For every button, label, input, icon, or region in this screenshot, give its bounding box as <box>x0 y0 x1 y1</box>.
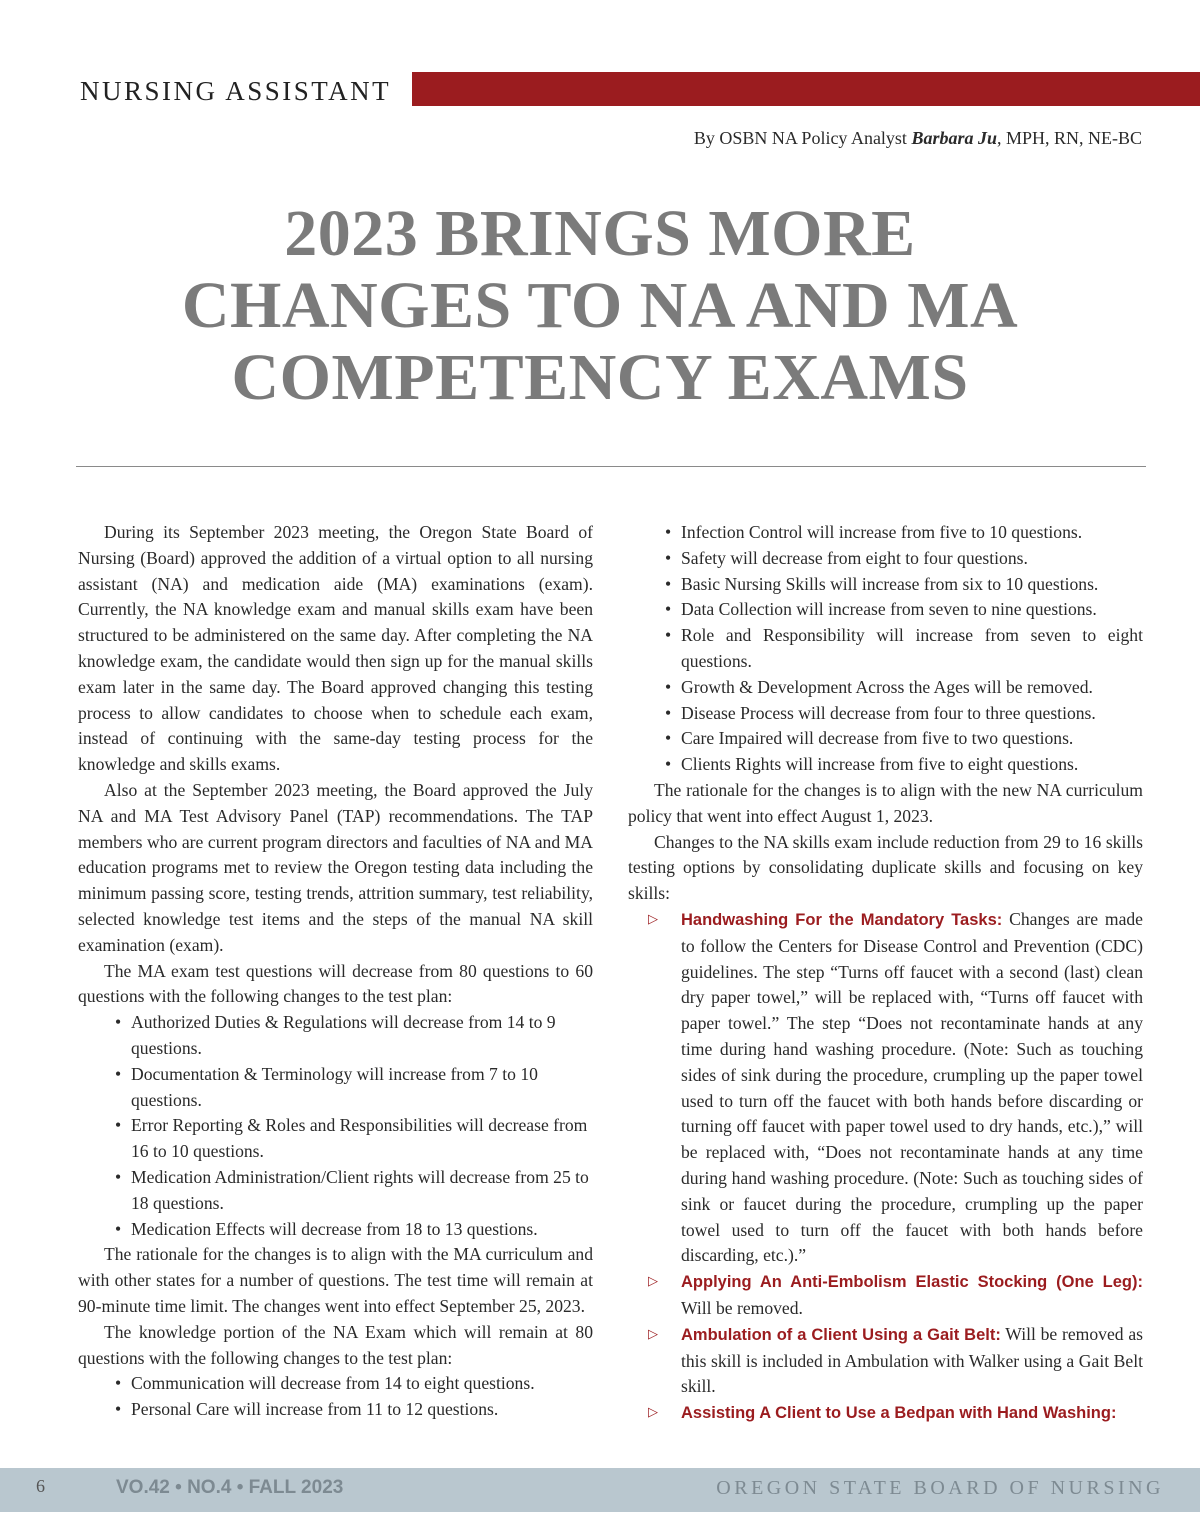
triangle-bullet-icon: ▷ <box>648 1326 658 1342</box>
skill-item <box>648 1322 1143 1400</box>
paragraph: During its September 2023 meeting, the Oregon State Board of Nursing (Board) approved the addition of a virtual option to all nursing assistant (NA) and medication aide (MA) examinations (exam). Currently, the NA knowledge exam and manual skills exam have been structured to be administered on the same day. After completing the NA knowledge exam, the candidate would then sign up for the manual skills exam later in the same day. The Board approved changing this testing process to allow candidates to choose when to schedule each exam, instead of continuing with the same-day testing process for the knowledge and skills exams. <box>78 522 593 775</box>
triangle-bullet-icon: ▷ <box>648 911 658 927</box>
skill-name: Ambulation of a Client Using a Gait Belt: <box>681 1325 1001 1344</box>
author-name: Barbara Ju <box>911 128 997 148</box>
skill-description: Will be removed as this skill is included in Ambulation with Walker using a Gait Belt skill. <box>681 1323 1143 1397</box>
title-divider <box>76 466 1146 467</box>
paragraph: The rationale for the changes is to align with the MA curriculum and with other states for a number of questions. The test time will remain at 90-minute time limit. The changes went into effect September 25, 2023. <box>78 1244 593 1316</box>
byline-credentials: , MPH, RN, NE-BC <box>996 128 1142 148</box>
skill-description: Changes are made to follow the Centers for Disease Control and Prevention (CDC) guidelines. The step “Turns off faucet with a second (last) clean dry paper towel,” will be replaced with, “Turns off faucet with paper towel.” The step “Does not recontaminate hands at any time during hand washing procedure. (Note: Such as touching sides of sink during the procedure, crumpling up the paper towel used to turn off the faucet with both hands before discarding or turning off faucet with paper towel used to dry hands, etc.),” will be replaced with, “Does not recontaminate hands at any time during hand washing procedure. (Note: Such as touching sides of sink or faucet during the procedure, crumpling up the paper towel used to turn off the faucet with both hands before discarding, etc.).” <box>681 908 1143 1266</box>
skill-name: Applying An Anti-Embolism Elastic Stocking (One Leg): <box>681 1273 1143 1292</box>
ma-changes-list <box>78 1010 593 1242</box>
na-changes-list-continued <box>628 520 1143 778</box>
list-item: • Data Collection will increase from seven to nine questions. <box>681 597 1143 623</box>
list-item: • Growth & Development Across the Ages will be removed. <box>681 675 1143 701</box>
skill-description: Will be removed. <box>681 1297 803 1318</box>
issue-label: VO.42 • NO.4 • FALL 2023 <box>116 1477 344 1498</box>
paragraph: The knowledge portion of the NA Exam which will remain at 80 questions with the following changes to the test plan: <box>78 1321 593 1368</box>
list-item: • Clients Rights will increase from five to eight questions. <box>681 752 1143 778</box>
list-item: • Infection Control will increase from five to 10 questions. <box>681 520 1143 546</box>
article-title <box>60 198 1140 414</box>
list-item: • Medication Administration/Client rights will decrease from 25 to 18 questions. <box>131 1165 593 1217</box>
triangle-bullet-icon: ▷ <box>648 1405 658 1421</box>
list-item: • Safety will decrease from eight to four questions. <box>681 546 1143 572</box>
page-number: 6 <box>36 1476 45 1496</box>
list-item: • Role and Responsibility will increase from seven to eight questions. <box>681 623 1143 675</box>
skill-name: Assisting A Client to Use a Bedpan with Hand Washing: <box>681 1404 1117 1423</box>
byline <box>694 126 1142 150</box>
paragraph: The MA exam test questions will decrease from 80 questions to 60 questions with the following changes to the test plan: <box>78 960 593 1007</box>
left-column <box>78 520 593 1423</box>
na-changes-list <box>78 1371 593 1423</box>
list-item: • Medication Effects will decrease from 18 to 13 questions. <box>131 1217 593 1243</box>
publisher-name: OREGON STATE BOARD OF NURSING <box>716 1477 1164 1499</box>
list-item: • Authorized Duties & Regulations will decrease from 14 to 9 questions. <box>131 1010 593 1062</box>
paragraph: Also at the September 2023 meeting, the Board approved the July NA and MA Test Advisory Panel (TAP) recommendations. The TAP members who are current program directors and faculties of NA and MA education programs met to review the Oregon testing data including the minimum passing score, testing trends, attrition summary, test reliability, selected knowledge test items and the steps of the manual NA skill examination (exam). <box>78 779 593 955</box>
section-accent-bar <box>412 72 1200 106</box>
list-item: • Care Impaired will decrease from five to two questions. <box>681 726 1143 752</box>
list-item: • Basic Nursing Skills will increase from six to 10 questions. <box>681 572 1143 598</box>
list-item: • Documentation & Terminology will increase from 7 to 10 questions. <box>131 1062 593 1114</box>
skill-item <box>648 1400 1143 1427</box>
byline-prefix: By OSBN NA Policy Analyst <box>693 128 912 148</box>
skill-name: Handwashing For the Mandatory Tasks: <box>681 910 1003 929</box>
title-line-1: 2023 BRINGS MORE <box>284 197 916 270</box>
section-label: NURSING ASSISTANT <box>80 76 392 106</box>
paragraph: The rationale for the changes is to align with the new NA curriculum policy that went into effect August 1, 2023. <box>628 779 1143 826</box>
skill-item <box>648 907 1143 1269</box>
triangle-bullet-icon: ▷ <box>648 1274 658 1290</box>
skills-list <box>628 907 1143 1427</box>
list-item: • Disease Process will decrease from four to three questions. <box>681 701 1143 727</box>
list-item: • Communication will decrease from 14 to eight questions. <box>131 1371 593 1397</box>
skill-item <box>648 1269 1143 1322</box>
list-item: • Personal Care will increase from 11 to 12 questions. <box>131 1397 593 1423</box>
title-line-3: COMPETENCY EXAMS <box>231 341 969 414</box>
paragraph: Changes to the NA skills exam include reduction from 29 to 16 skills testing options by consolidating duplicate skills and focusing on key skills: <box>628 831 1143 904</box>
list-item: • Error Reporting & Roles and Responsibilities will decrease from 16 to 10 questions. <box>131 1113 593 1165</box>
right-column <box>628 520 1143 1427</box>
title-line-2: CHANGES TO NA AND MA <box>181 269 1019 342</box>
